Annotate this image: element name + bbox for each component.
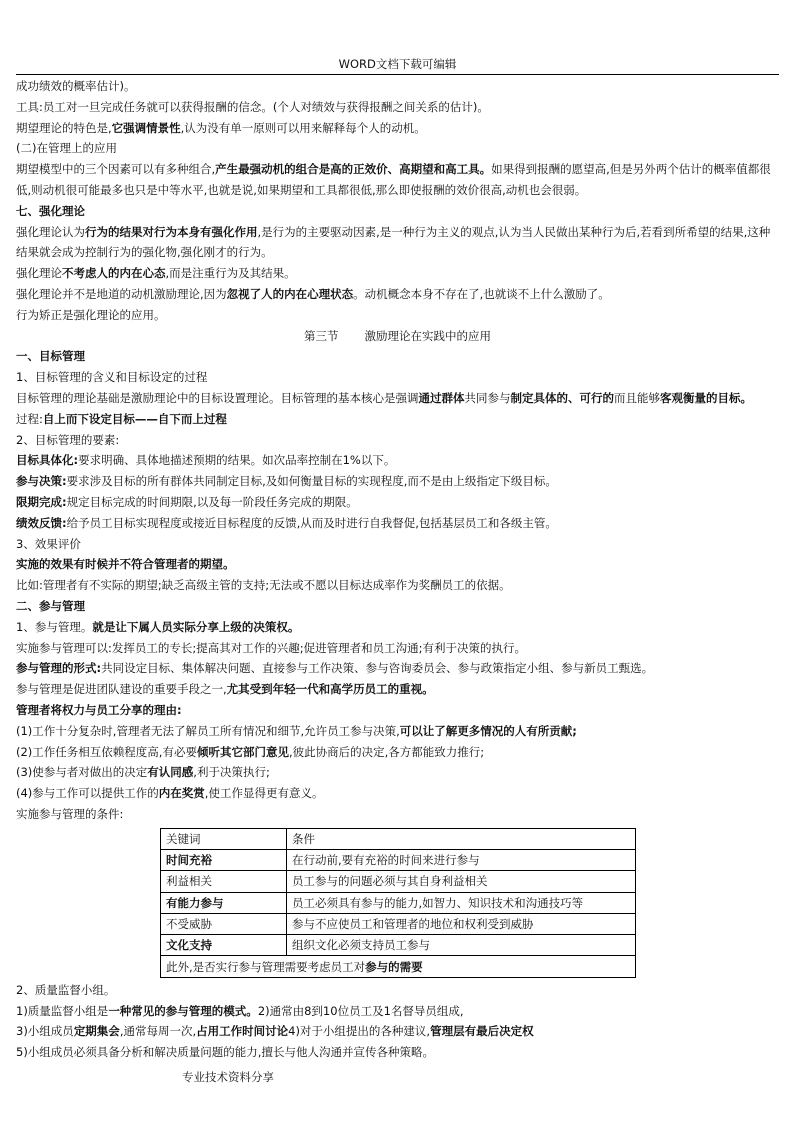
text-line: 工具:员工对一旦完成任务就可以获得报酬的信念。(个人对绩效与获得报酬之间关系的估计)。: [16, 99, 489, 114]
table-cell-keyword: 利益相关: [161, 871, 287, 892]
table-cell-condition: 员工必须具有参与的能力,如智力、知识技术和沟通技巧等: [287, 892, 636, 913]
subheading: 2、质量监督小组。: [16, 982, 116, 997]
text-line: 实施参与管理可以:发挥员工的专长;提高其对工作的兴趣;促进管理者和员工沟通;有利于决策的执行。: [16, 640, 526, 655]
chapter-section-title: 第三节 激励理论在实践中的应用: [304, 328, 491, 343]
table-cell-condition: 组织文化必须支持员工参与: [287, 935, 636, 956]
text-line: 比如:管理者有不实际的期望;缺乏高级主管的支持;无法或不愿以目标达成率作为奖酬员工的依据。: [16, 578, 511, 593]
table-header-row: [161, 828, 636, 849]
table-header-cell: 关键词: [161, 828, 287, 849]
section-heading: 七、强化理论: [16, 203, 85, 218]
table-cell-condition: 参与不应使员工和管理者的地位和权利受到威胁: [287, 913, 636, 934]
text-line: 1、参与管理。就是让下属人员实际分享上级的决策权。: [16, 619, 300, 634]
text-line: (1)工作十分复杂时,管理者无法了解员工所有情况和细节,允许员工参与决策,可以让了解更多情况的人有所贡献;: [16, 723, 577, 738]
text-line: 管理者将权力与员工分享的理由:: [16, 702, 182, 717]
text-line: 1)质量监督小组是一种常见的参与管理的模式。2)通常由8到10位员工及1名督导员组成,: [16, 1003, 464, 1018]
text-line: 强化理论不考虑人的内在心态,而是注重行为及其结果。: [16, 266, 296, 281]
table-row: [161, 849, 636, 870]
table-row: [161, 892, 636, 913]
subheading: 2、目标管理的要素:: [16, 432, 120, 447]
table-cell-keyword: 时间充裕: [161, 849, 287, 870]
text-line: 期望理论的特色是,它强调情景性,认为没有单一原则可以用来解释每个人的动机。: [16, 120, 426, 135]
text-line: 3)小组成员定期集会,通常每周一次,占用工作时间讨论4)对于小组提出的各种建议,管理层有最后决定权: [16, 1024, 534, 1039]
table-cell-condition: 员工参与的问题必须与其自身利益相关: [287, 871, 636, 892]
page-header: WORD文档下载可编辑: [16, 56, 779, 75]
conditions-table: [160, 828, 636, 978]
text-line: (2)工作任务相互依赖程度高,有必要倾听其它部门意见,彼此协商后的决定,各方都能致力推行;: [16, 744, 485, 759]
text-line: 参与管理是促进团队建设的重要手段之一,尤其受到年轻一代和高学历员工的重视。: [16, 682, 434, 697]
text-line: 强化理论并不是地道的动机激励理论,因为忽视了人的内在心理状态。动机概念本身不存在了,也就谈不上什么激励了。: [16, 286, 610, 301]
text-line: 参与管理的形式:共同设定目标、集体解决问题、直接参与工作决策、参与咨询委员会、参与政策指定小组、参与新员工甄选。: [16, 661, 654, 676]
paragraph: 强化理论认为行为的结果对行为本身有强化作用,是行为的主要驱动因素,是一种行为主义的观点,认为当人民做出某种行为后,若看到所希望的结果,这种结果就会成为控制行为的强化物,强化刚才的行为。: [16, 224, 771, 260]
table-row: [161, 913, 636, 934]
text-line: 绩效反馈:给予员工目标实现程度或接近目标程度的反馈,从而及时进行自我督促,包括基层员工和各级主管。: [16, 515, 557, 530]
table-row: [161, 871, 636, 892]
text-line: 限期完成:规定目标完成的时间期限,以及每一阶段任务完成的期限。: [16, 494, 358, 509]
text-line: 实施参与管理的条件:: [16, 806, 124, 821]
text-line: 成功绩效的概率估计)。: [16, 79, 136, 93]
text-line: 实施的效果有时候并不符合管理者的期望。: [16, 557, 235, 572]
subheading: 1、目标管理的含义和目标设定的过程: [16, 370, 208, 385]
text-line: (3)使参与者对做出的决定有认同感,利于决策执行;: [16, 765, 270, 780]
text-line: 5)小组成员必须具备分析和解决质量问题的能力,擅长与他人沟通并宣传各种策略。: [16, 1045, 434, 1060]
subheading: 3、效果评价: [16, 536, 81, 551]
table-cell-keyword: 文化支持: [161, 935, 287, 956]
table-note: 此外,是否实行参与管理需要考虑员工对参与的需要: [161, 956, 636, 977]
text-line: 目标管理的理论基础是激励理论中的目标设置理论。目标管理的基本核心是强调通过群体共同参与制定具体的、可行的而且能够客观衡量的目标。: [16, 390, 752, 405]
table-cell-condition: 在行动前,要有充裕的时间来进行参与: [287, 849, 636, 870]
table-cell-keyword: 有能力参与: [161, 892, 287, 913]
table-row: [161, 935, 636, 956]
page-footer: 专业技术资料分享: [182, 1070, 274, 1084]
text-line: (4)参与工作可以提供工作的内在奖赏,使工作显得更有意义。: [16, 786, 324, 801]
paragraph: 期望模型中的三个因素可以有多种组合,产生最强动机的组合是高的正效价、高期望和高工具。如果得到报酬的愿望高,但是另外两个估计的概率值都很低,则动机很可能最多也只是中等水平,也就是说,如果期望和工具都很低,那么即使报酬的效价很高,动机也会很弱。: [16, 162, 771, 197]
text-line: 行为矫正是强化理论的应用。: [16, 307, 166, 322]
table-header-cell: 条件: [287, 828, 636, 849]
subheading: (二)在管理上的应用: [16, 141, 117, 156]
table-note-row: [161, 956, 636, 977]
table-cell-keyword: 不受威胁: [161, 913, 287, 934]
text-line: 参与决策:要求涉及目标的所有群体共同制定目标,及如何衡量目标的实现程度,而不是由上级指定下级目标。: [16, 474, 557, 489]
section-heading: 二、参与管理: [16, 598, 85, 613]
text-line: 过程:自上而下设定目标——自下而上过程: [16, 411, 227, 426]
section-heading: 一、目标管理: [16, 349, 85, 364]
document-body: [16, 76, 779, 1063]
text-line: 目标具体化:要求明确、具体地描述预期的结果。如次品率控制在1%以下。: [16, 453, 396, 468]
